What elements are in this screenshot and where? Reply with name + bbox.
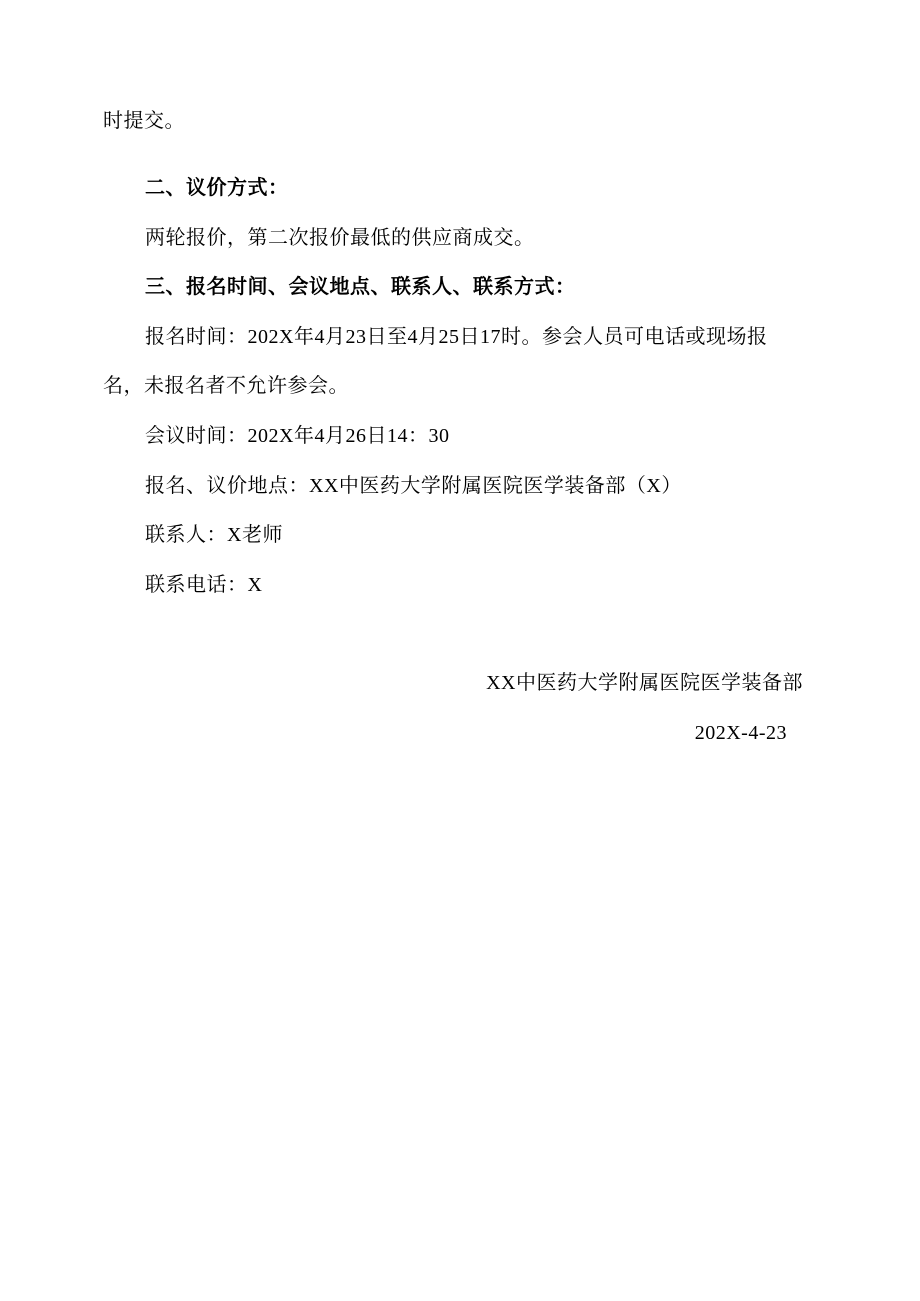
signature-organization: XX中医药大学附属医院医学装备部 (486, 672, 803, 694)
section2-body: 两轮报价，第二次报价最低的供应商成交。 (145, 227, 535, 249)
meeting-time: 会议时间：202X年4月26日14：30 (145, 425, 450, 447)
section2-heading: 二、议价方式： (145, 177, 289, 199)
meeting-location: 报名、议价地点：XX中医药大学附属医院医学装备部（X） (145, 475, 682, 497)
contact-person: 联系人：X老师 (145, 524, 283, 546)
contact-phone: 联系电话：X (145, 574, 263, 596)
registration-time-line2: 名，未报名者不允许参会。 (103, 375, 349, 397)
signature-date: 202X-4-23 (694, 722, 787, 744)
section3-heading: 三、报名时间、会议地点、联系人、联系方式： (145, 276, 576, 298)
registration-time-line1: 报名时间：202X年4月23日至4月25日17时。参会人员可电话或现场报 (145, 326, 768, 348)
continuation-text: 时提交。 (103, 110, 185, 132)
